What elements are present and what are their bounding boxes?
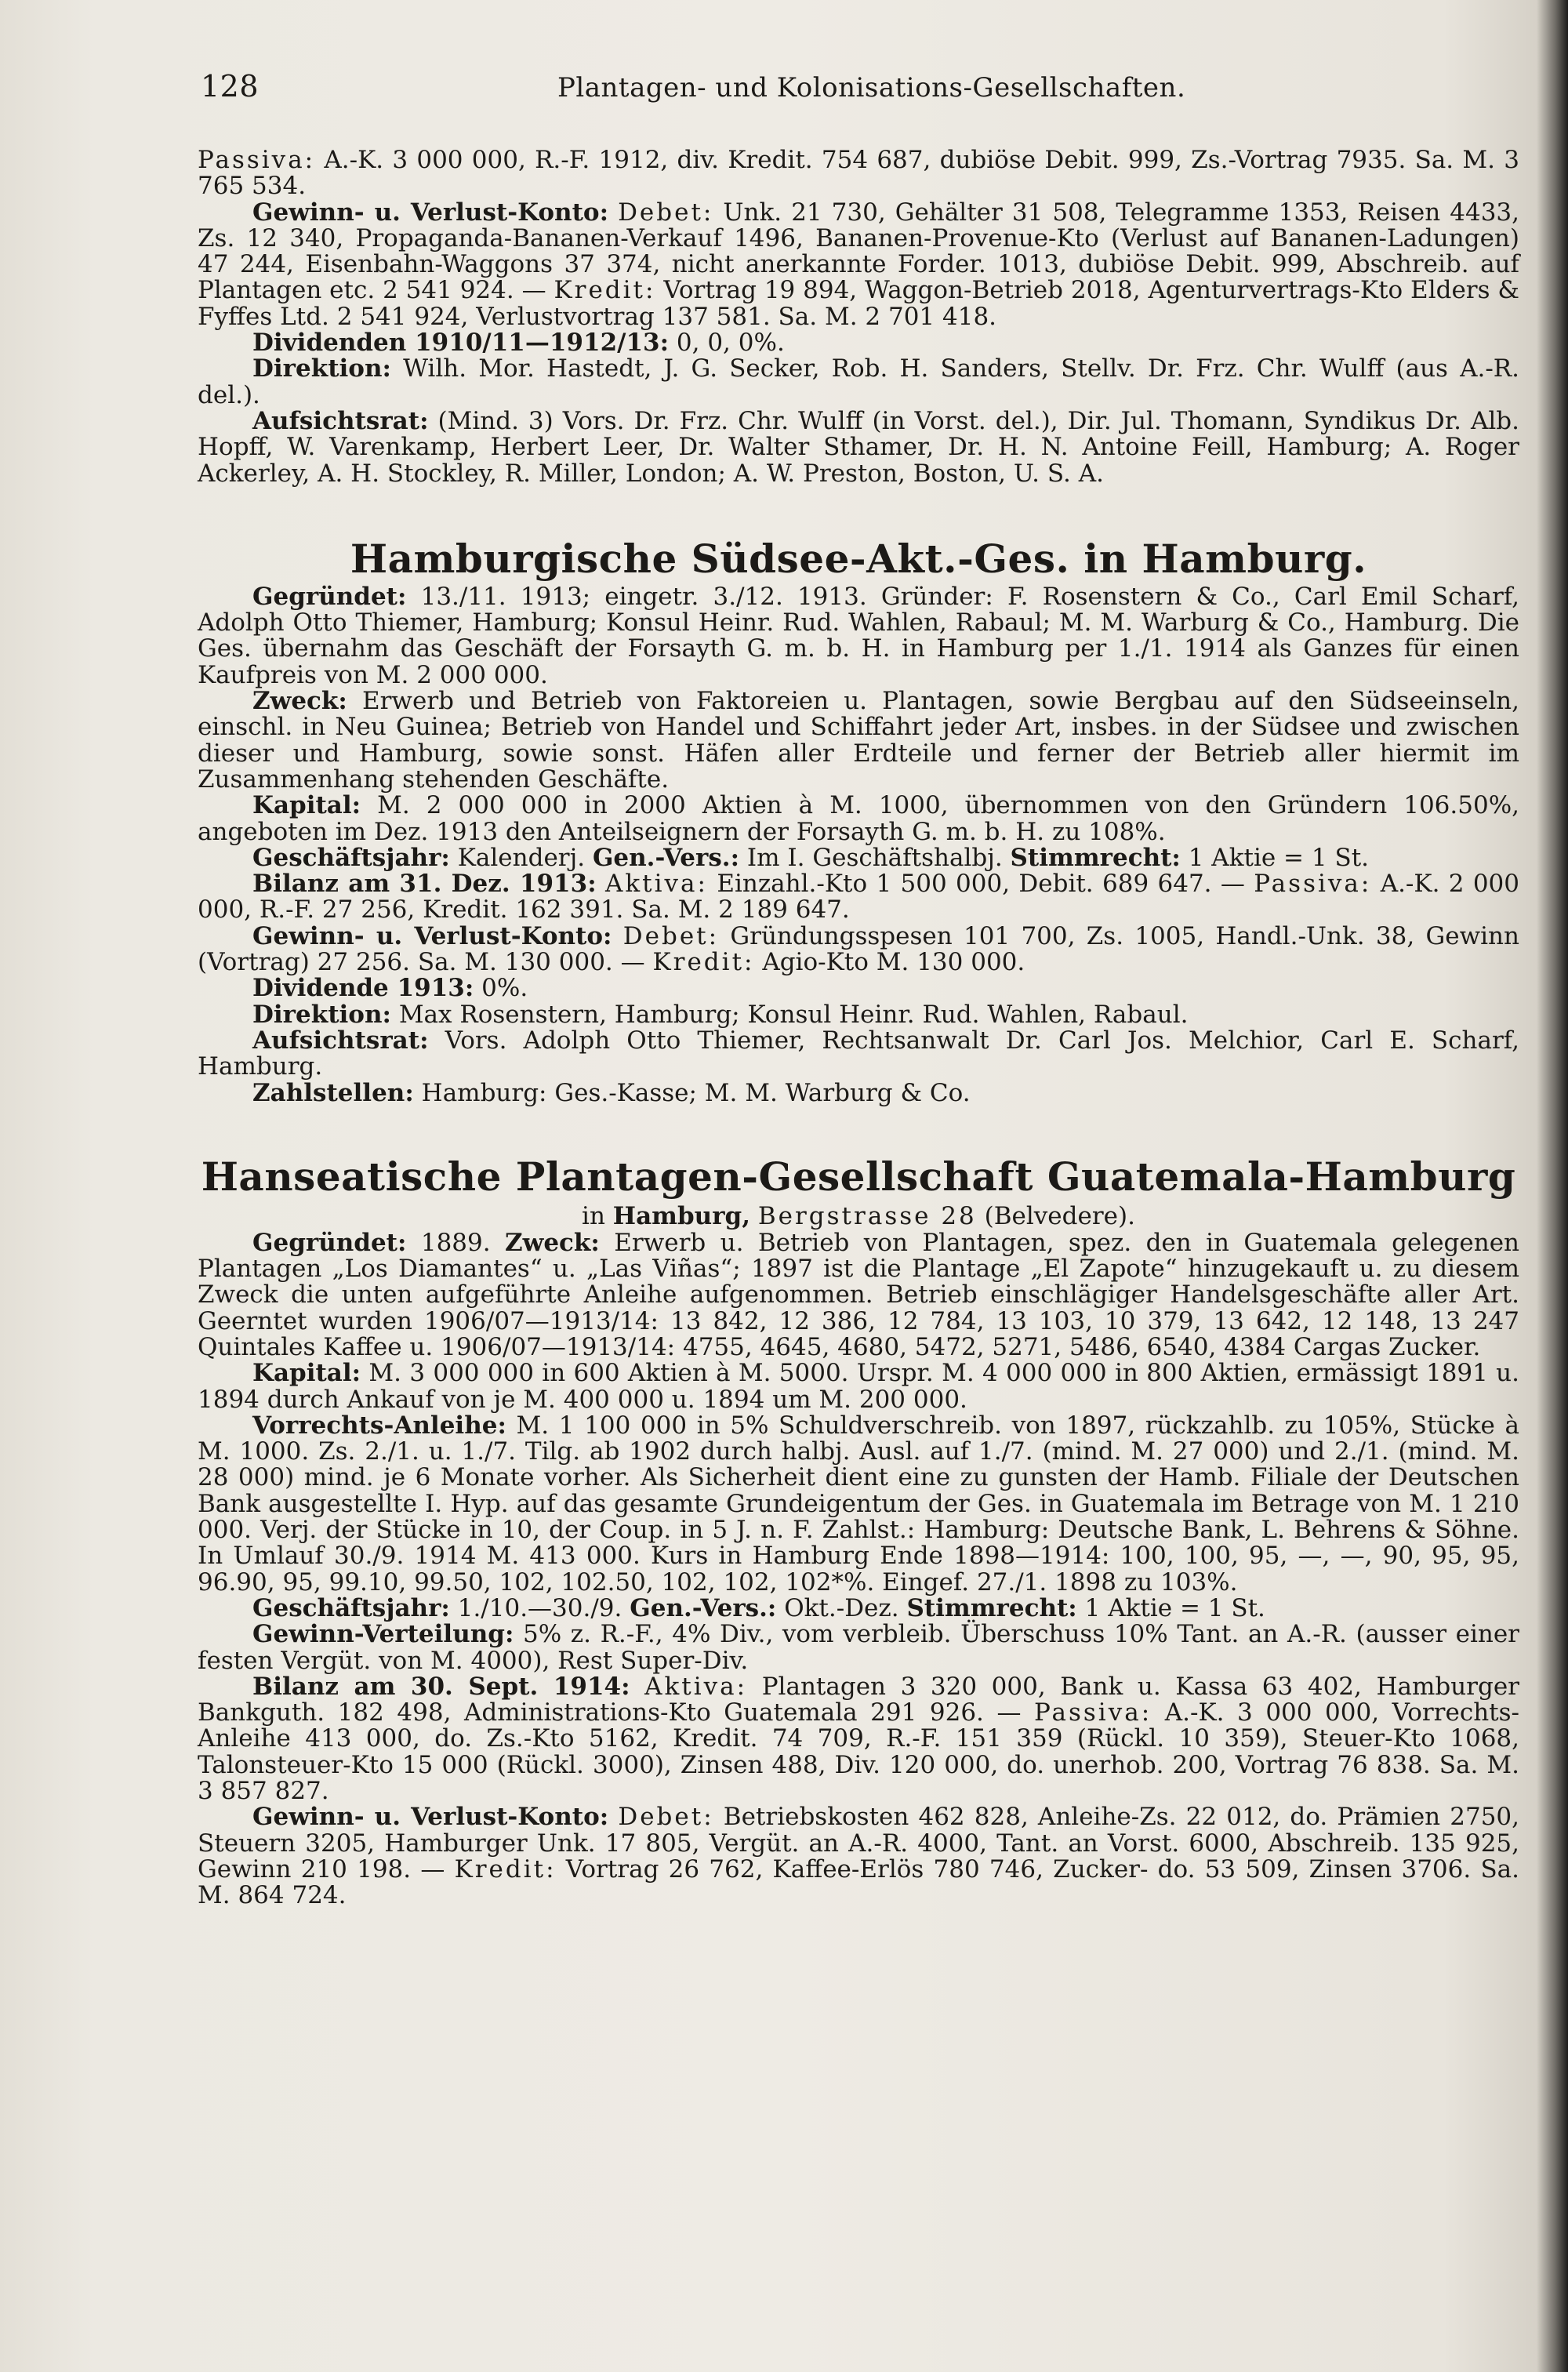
gewinn-verteilung-paragraph	[198, 1622, 1519, 1674]
gewinn-verlust-label: Gewinn- u. Verlust-Konto:	[252, 921, 612, 950]
kredit-text: Vortrag 19 894, Waggon-Betrieb 2018, Agenturvertrags-Kto Elders & Fyffes Ltd. 2 541 924, Verlustvortrag 137 581. Sa. M. 2 701 418.	[198, 276, 1519, 331]
gegruendet-zweck-paragraph	[198, 1230, 1519, 1360]
aktiva-text: Einzahl.-Kto 1 500 000, Debit. 689 647. —	[717, 870, 1245, 899]
stimmrecht-text: 1 Aktie = 1 St.	[1084, 1593, 1265, 1622]
page-number: 128	[201, 69, 260, 104]
gen-vers-label: Gen.-Vers.:	[592, 843, 740, 872]
zweck-text: Erwerb u. Betrieb von Plantagen, spez. den in Guatemala gelegenen Plantagen „Los Diamantes“ u. „Las Viñas“; 1897 ist die Plantage „El Zapote“ hinzugekauft u. zu diesem Zweck die unten aufgeführte Anleihe aufgenommen. Betrieb einschlägiger Handelsgeschäfte aller Art. Geerntet wurden 1906/07—1913/14: 13 842, 12 386, 12 784, 13 103, 10 379, 13 642, 12 148, 13 247 Quintales Kaffee u. 1906/07—1913/14: 4755, 4645, 4680, 5472, 5271, 5486, 6540, 4384 Cargas Zucker.	[198, 1228, 1520, 1361]
geschaeftsjahr-label: Geschäftsjahr:	[252, 843, 450, 872]
stimmrecht-label: Stimmrecht:	[1010, 843, 1181, 872]
kapital-label: Kapital:	[252, 1359, 361, 1388]
zahlstellen-text: Hamburg: Ges.-Kasse; M. M. Warburg & Co.	[421, 1078, 971, 1107]
passiva-text: A.-K. 2 000 000, R.-F. 27 256, Kredit. 162 391. Sa. M. 2 189 647.	[198, 870, 1519, 924]
aktiva-label: Aktiva:	[604, 870, 708, 899]
passiva-label: Passiva:	[198, 146, 316, 174]
dividende-label: Dividende 1913:	[252, 974, 474, 1003]
aufsichtsrat-paragraph	[198, 1028, 1519, 1081]
gewinn-verlust-label: Gewinn- u. Verlust-Konto:	[252, 1803, 609, 1832]
dividende-text: 0%.	[481, 974, 528, 1003]
debet-label: Debet:	[622, 921, 720, 950]
gen-vers-text: Okt.-Dez.	[784, 1593, 899, 1622]
zweck-label: Zweck:	[505, 1228, 600, 1257]
aufsichtsrat-paragraph	[198, 406, 1519, 488]
aufsichtsrat-label: Aufsichtsrat:	[252, 406, 429, 435]
debet-label: Debet:	[618, 1803, 714, 1832]
gewinn-verteilung-label: Gewinn-Verteilung:	[252, 1620, 514, 1649]
gegruendet-label: Gegründet:	[252, 1228, 407, 1257]
geschaeftsjahr-label: Geschäftsjahr:	[252, 1593, 450, 1622]
geschaeftsjahr-text: 1./10.—30./9.	[457, 1593, 622, 1622]
kredit-text: Agio-Kto M. 130 000.	[762, 948, 1025, 977]
section-spacer	[198, 487, 1519, 534]
passiva-label: Passiva:	[1034, 1698, 1152, 1727]
aufsichtsrat-label: Aufsichtsrat:	[252, 1026, 429, 1055]
geschaeftsjahr-text: Kalenderj.	[457, 843, 586, 872]
kredit-text: Vortrag 26 762, Kaffee-Erlös 780 746, Zucker- do. 53 509, Zinsen 3706. Sa. M. 864 724.	[198, 1854, 1520, 1910]
kapital-paragraph	[198, 793, 1519, 845]
gewinn-verlust-paragraph	[198, 921, 1519, 977]
company-address	[198, 1202, 1519, 1230]
gewinn-verlust-text: Unk. 21 730, Gehälter 31 508, Telegramme 1353, Reisen 4433, Zs. 12 340, Propaganda-Bananen-Verkauf 1496, Bananen-Provenue-Kto (Verlust auf Bananen-Ladungen) 47 244, Eisenbahn-Waggons 37 374, nicht anerkannte Forder. 1013, dubiöse Debit. 999, Abschreib. auf Plantagen etc. 2 541 924. —	[198, 198, 1520, 305]
aufsichtsrat-text: (Mind. 3) Vors. Dr. Frz. Chr. Wulff (in Vorst. del.), Dir. Jul. Thomann, Syndikus Dr. Alb. Hopff, W. Varenkamp, Herbert Leer, Dr. Walter Sthamer, Dr. H. N. Antoine Feill, Hamburg; A. Roger Ackerley, A. H. Stockley, R. Miller, London; A. W. Preston, Boston, U. S. A.	[198, 406, 1519, 488]
passiva-text: A.-K. 3 000 000, Vorrechts-Anleihe 413 000, do. Zs.-Kto 5162, Kredit. 74 709, R.-F. 151 359 (Rückl. 10 359), Steuer-Kto 1068, Talonsteuer-Kto 15 000 (Rückl. 3000), Zinsen 488, Div. 120 000, do. unerhob. 200, Vortrag 76 838. Sa. M. 3 857 827.	[198, 1698, 1520, 1806]
debet-label: Debet:	[618, 198, 714, 227]
kapital-text: M. 2 000 000 in 2000 Aktien à M. 1000, übernommen von den Gründern 106.50%, angeboten im Dez. 1913 den Anteilseignern der Forsayth G. m. b. H. zu 108%.	[198, 791, 1519, 846]
passiva-paragraph	[198, 147, 1519, 200]
hanseatische-company-section	[198, 1152, 1519, 1909]
kredit-label: Kredit:	[554, 276, 656, 305]
direktion-label: Direktion:	[252, 1000, 391, 1029]
gewinn-verlust-paragraph	[198, 200, 1519, 330]
passiva-text: A.-K. 3 000 000, R.-F. 1912, div. Kredit. 754 687, dubiöse Debit. 999, Zs.-Vortrag 7935. Sa. M. 3 765 534.	[198, 146, 1519, 201]
aktiva-text: Plantagen 3 320 000, Bank u. Kassa 63 402, Hamburger Bankguth. 182 498, Administrations-Kto Guatemala 291 926. —	[198, 1672, 1520, 1727]
direktion-label: Direktion:	[252, 354, 391, 383]
zahlstellen-paragraph	[198, 1078, 1519, 1107]
running-title: Plantagen- und Kolonisations-Gesellschaften.	[557, 72, 1186, 104]
stimmrecht-text: 1 Aktie = 1 St.	[1188, 843, 1370, 872]
bilanz-paragraph	[198, 871, 1519, 924]
page-edge-shadow	[1537, 0, 1568, 2372]
gegruendet-paragraph	[198, 584, 1519, 688]
zweck-label: Zweck:	[252, 687, 347, 716]
dividende-paragraph	[198, 975, 1519, 1001]
gegruendet-text: 13./11. 1913; eingetr. 3./12. 1913. Gründer: F. Rosenstern & Co., Carl Emil Scharf, Adolph Otto Thiemer, Hamburg; Konsul Heinr. Rud. Wahlen, Rabaul; M. M. Warburg & Co., Hamburg. Die Ges. übernahm das Geschäft der Forsayth G. m. b. H. in Hamburg per 1./1. 1914 als Ganzes für einen Kaufpreis von M. 2 000 000.	[198, 582, 1520, 689]
kapital-paragraph	[198, 1360, 1519, 1413]
bilanz-label: Bilanz am 31. Dez. 1913:	[252, 870, 597, 899]
kapital-label: Kapital:	[252, 791, 361, 820]
direktion-text: Wilh. Mor. Hastedt, J. G. Secker, Rob. H. Sanders, Stellv. Dr. Frz. Chr. Wulff (aus A.-R. del.).	[198, 354, 1519, 409]
address-in: in	[582, 1201, 605, 1230]
previous-company-continuation	[198, 147, 1519, 487]
dividenden-text: 0, 0, 0%.	[676, 329, 785, 358]
suedsee-company-title: Hamburgische Südsee-Akt.-Ges. in Hamburg.	[350, 535, 1367, 582]
hanseatische-company-title: Hanseatische Plantagen-Gesellschaft Guatemala-Hamburg	[201, 1153, 1516, 1200]
direktion-text: Max Rosenstern, Hamburg; Konsul Heinr. Rud. Wahlen, Rabaul.	[398, 1000, 1189, 1029]
stimmrecht-label: Stimmrecht:	[906, 1593, 1077, 1622]
vorrechts-anleihe-paragraph	[198, 1413, 1519, 1596]
geschaeftsjahr-paragraph	[198, 845, 1519, 871]
dividenden-label: Dividenden 1910/11—1912/13:	[252, 329, 670, 358]
page-content	[198, 147, 1519, 1909]
bilanz-label: Bilanz am 30. Sept. 1914:	[252, 1672, 630, 1701]
suedsee-company-section	[198, 534, 1519, 1106]
aufsichtsrat-text: Vors. Adolph Otto Thiemer, Rechtsanwalt Dr. Carl Jos. Melchior, Carl E. Scharf, Hamburg.	[198, 1026, 1520, 1081]
zweck-paragraph	[198, 688, 1519, 793]
address-street: Bergstrasse 28	[757, 1201, 977, 1230]
gegruendet-label: Gegründet:	[252, 582, 407, 611]
dividenden-paragraph	[198, 330, 1519, 356]
debet-text: Betriebskosten 462 828, Anleihe-Zs. 22 012, do. Prämien 2750, Steuern 3205, Hamburger Unk. 17 805, Vergüt. an A.-R. 4000, Tant. an Vorst. 6000, Abschreib. 135 925, Gewinn 210 198. —	[198, 1803, 1520, 1883]
vorrechts-anleihe-text: M. 1 100 000 in 5% Schuldverschreib. von 1897, rückzahlb. zu 105%, Stücke à M. 1000. Zs. 2./1. u. 1./7. Tilg. ab 1902 durch halbj. Ausl. auf 1./7. (mind. M. 27 000) und 2./1. (mind. M. 28 000) mind. je 6 Monate vorher. Als Sicherheit dient eine zu gunsten der Hamb. Filiale der Deutschen Bank ausgestellte I. Hyp. auf das gesamte Grundeigentum der Ges. in Guatemala im Betrage von M. 1 210 000. Verj. der Stücke in 10, der Coup. in 5 J. n. F. Zahlst.: Hamburg: Deutsche Bank, L. Behrens & Söhne. In Umlauf 30./9. 1914 M. 413 000. Kurs in Hamburg Ende 1898—1914: 100, 100, 95, —, —, 90, 95, 95, 96.90, 95, 99.10, 99.50, 102, 102.50, 102, 102, 102*%. Eingef. 27./1. 1898 zu 103%.	[198, 1411, 1520, 1596]
zahlstellen-label: Zahlstellen:	[252, 1078, 414, 1107]
gewinn-verteilung-text: 5% z. R.-F., 4% Div., vom verbleib. Überschuss 10% Tant. an A.-R. (ausser einer festen Vergüt. von M. 4000), Rest Super-Div.	[198, 1620, 1520, 1675]
page-header	[201, 69, 1526, 116]
gewinn-verlust-paragraph	[198, 1804, 1519, 1909]
zweck-text: Erwerb und Betrieb von Faktoreien u. Plantagen, sowie Bergbau auf den Südseeinseln, einschl. in Neu Guinea; Betrieb von Handel und Schiffahrt jeder Art, insbes. in der Südsee und zwischen dieser und Hamburg, sowie sonst. Häfen aller Erdteile und ferner der Betrieb aller hiermit im Zusammenhang stehenden Geschäfte.	[198, 687, 1519, 794]
vorrechts-anleihe-label: Vorrechts-Anleihe:	[252, 1411, 506, 1440]
kredit-label: Kredit:	[652, 948, 755, 977]
gen-vers-label: Gen.-Vers.:	[630, 1593, 777, 1622]
address-rest: (Belvedere).	[984, 1201, 1135, 1230]
gen-vers-text: Im I. Geschäftshalbj.	[746, 843, 1003, 872]
address-city: Hamburg,	[612, 1201, 750, 1230]
direktion-paragraph	[198, 1002, 1519, 1028]
passiva-label: Passiva:	[1254, 870, 1372, 899]
gewinn-verlust-label: Gewinn- u. Verlust-Konto:	[252, 198, 609, 227]
bilanz-paragraph	[198, 1674, 1519, 1804]
aktiva-label: Aktiva:	[644, 1672, 748, 1701]
section-spacer	[198, 1106, 1519, 1152]
gegruendet-text: 1889.	[420, 1228, 491, 1257]
kapital-text: M. 3 000 000 in 600 Aktien à M. 5000. Urspr. M. 4 000 000 in 800 Aktien, ermässigt 1891 u. 1894 durch Ankauf von je M. 400 000 u. 1894 um M. 200 000.	[198, 1359, 1520, 1414]
direktion-paragraph	[198, 356, 1519, 409]
kredit-label: Kredit:	[454, 1854, 557, 1883]
debet-text: Gründungsspesen 101 700, Zs. 1005, Handl.-Unk. 38, Gewinn (Vortrag) 27 256. Sa. M. 130 000. —	[198, 921, 1519, 977]
geschaeftsjahr-paragraph	[198, 1593, 1519, 1622]
